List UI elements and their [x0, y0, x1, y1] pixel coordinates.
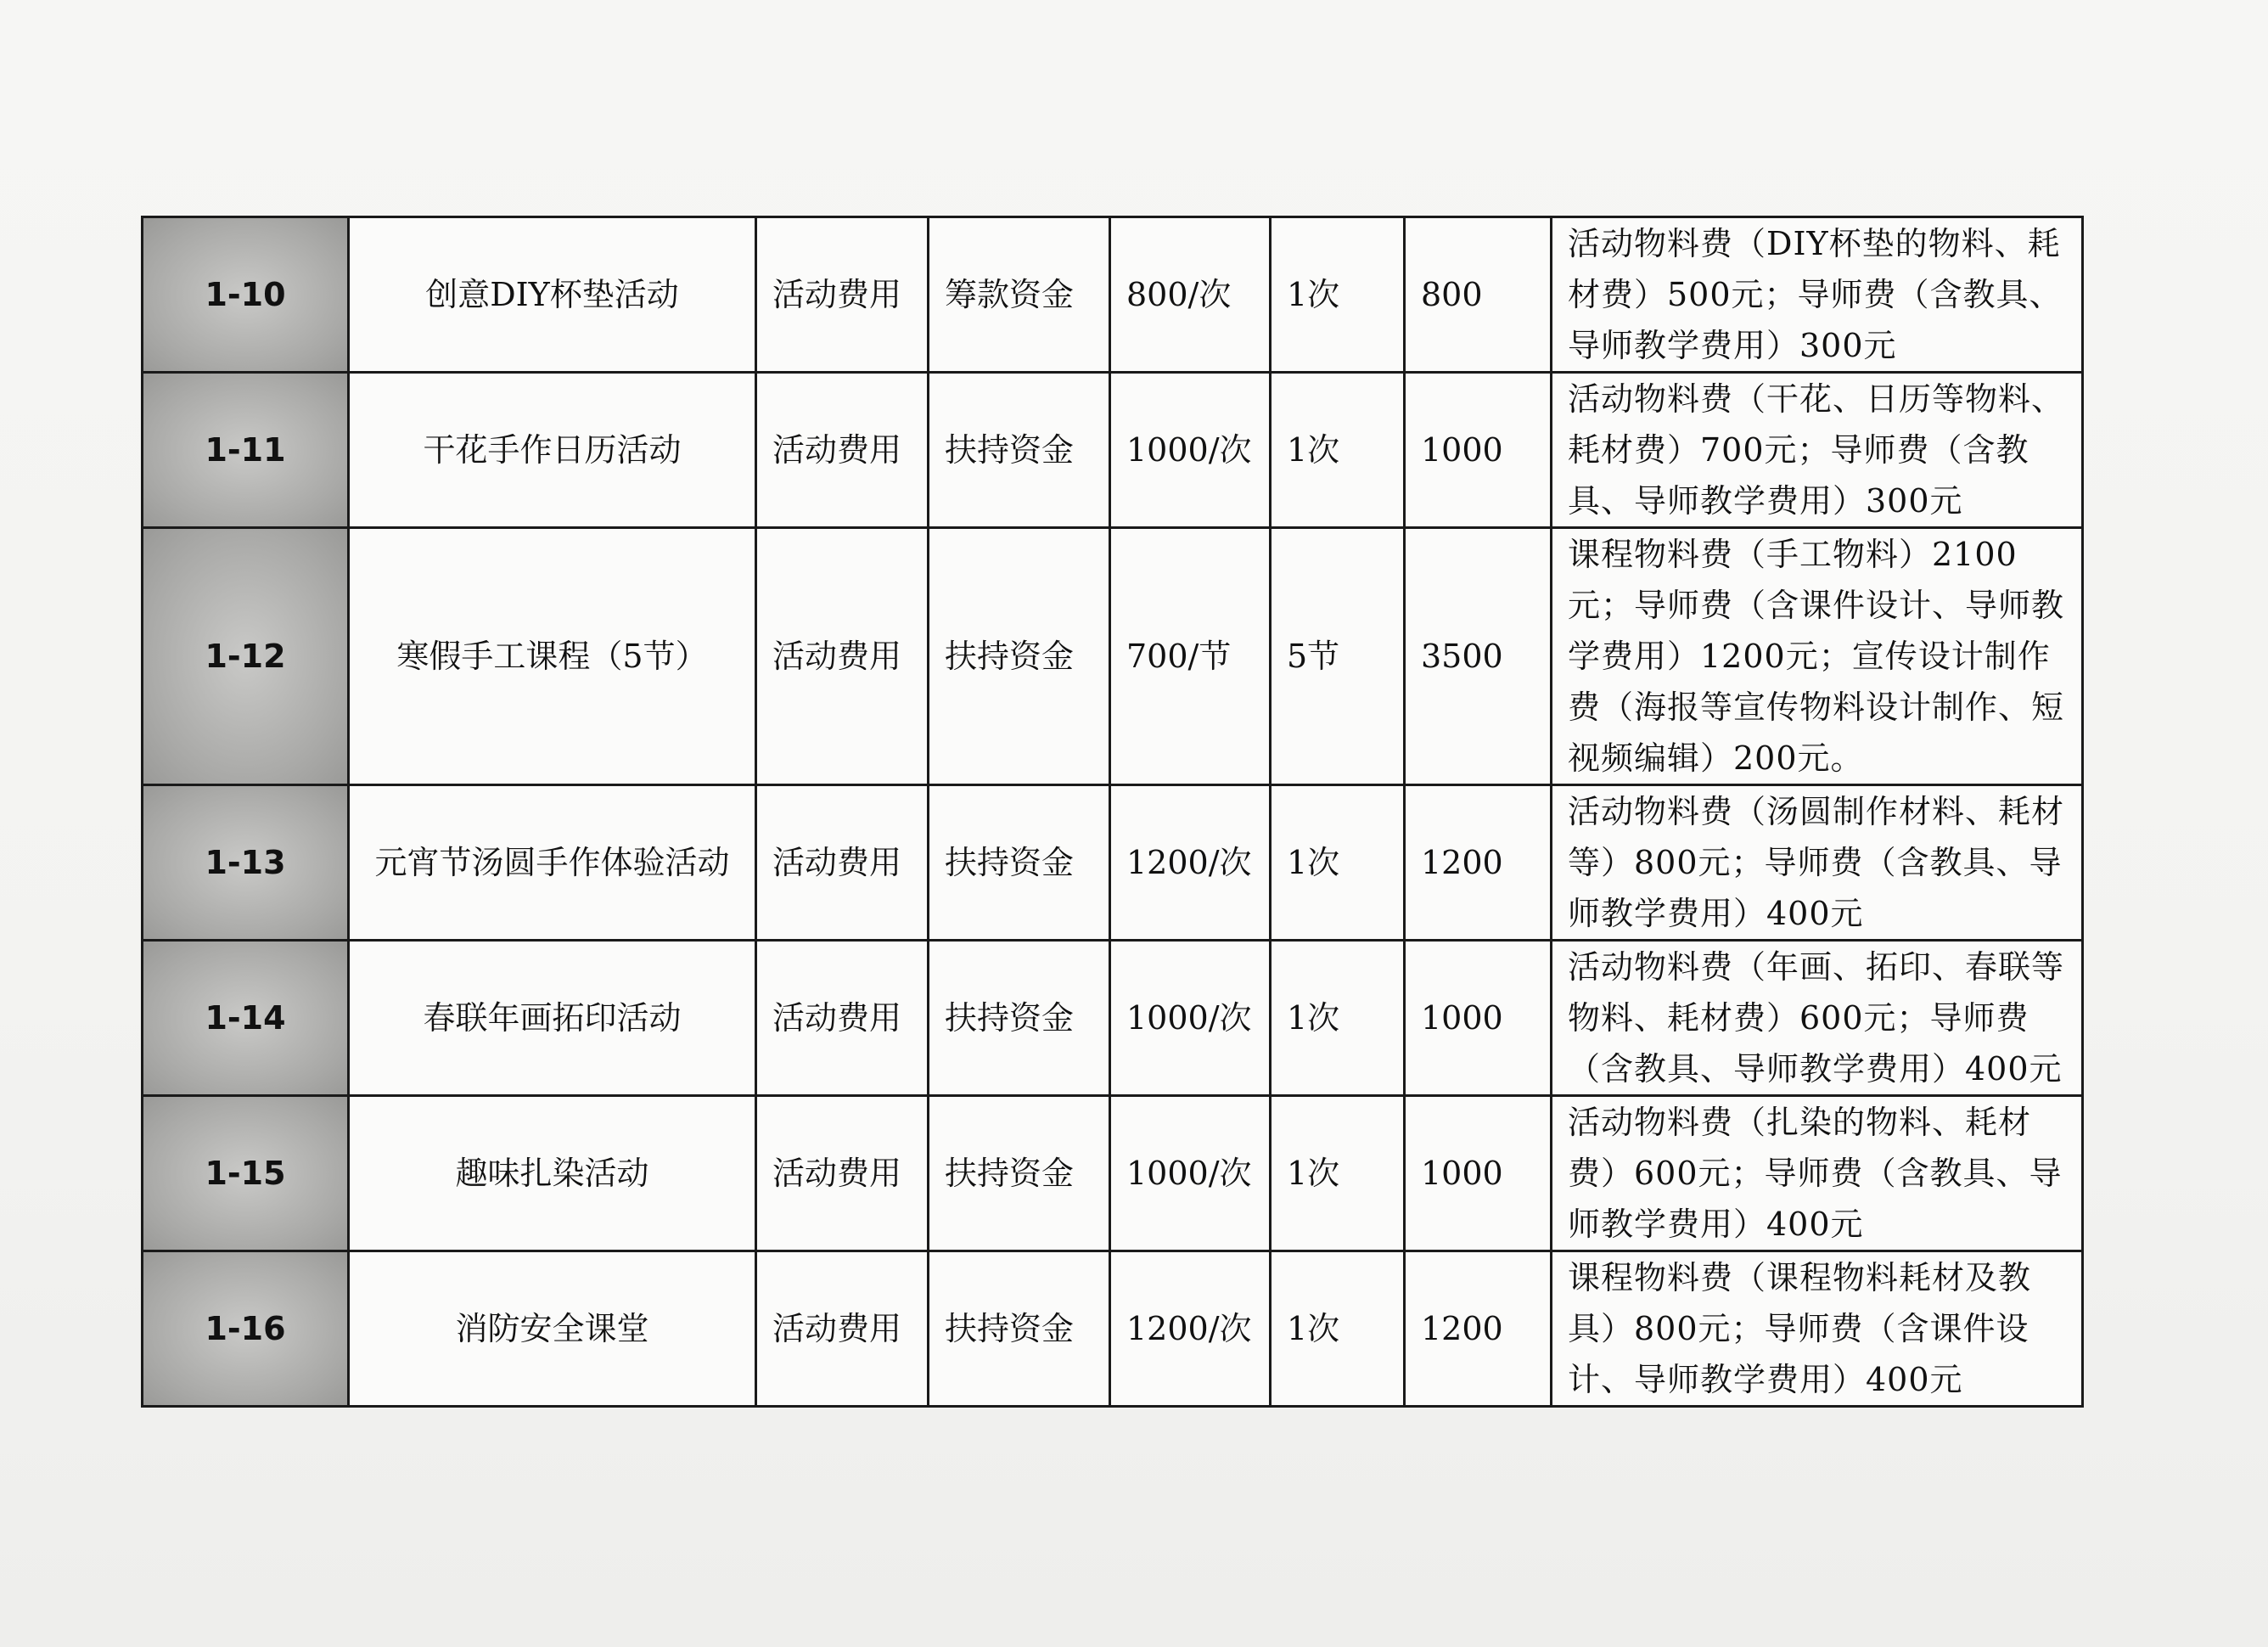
budget-table	[141, 216, 2084, 1408]
unit-price: 1000/次	[1110, 1096, 1271, 1251]
quantity: 1次	[1271, 217, 1405, 373]
cost-category: 活动费用	[756, 1251, 929, 1407]
activity-name: 消防安全课堂	[349, 1251, 756, 1407]
table-row	[143, 528, 2083, 785]
unit-price: 1200/次	[1110, 1251, 1271, 1407]
amount: 1000	[1405, 373, 1552, 528]
unit-price: 700/节	[1110, 528, 1271, 785]
activity-name: 元宵节汤圆手作体验活动	[349, 785, 756, 941]
quantity: 1次	[1271, 373, 1405, 528]
amount: 1200	[1405, 785, 1552, 941]
cost-note: 活动物料费（扎染的物料、耗材费）600元；导师费（含教具、导师教学费用）400元	[1552, 1096, 2083, 1251]
table-row	[143, 785, 2083, 941]
fund-source: 扶持资金	[929, 528, 1110, 785]
quantity: 1次	[1271, 1251, 1405, 1407]
table-row	[143, 1251, 2083, 1407]
unit-price: 800/次	[1110, 217, 1271, 373]
cost-note: 活动物料费（DIY杯垫的物料、耗材费）500元；导师费（含教具、导师教学费用）300元	[1552, 217, 2083, 373]
quantity: 1次	[1271, 941, 1405, 1096]
unit-price: 1200/次	[1110, 785, 1271, 941]
row-index: 1-10	[143, 217, 349, 373]
unit-price: 1000/次	[1110, 941, 1271, 1096]
quantity: 5节	[1271, 528, 1405, 785]
activity-name: 寒假手工课程（5节）	[349, 528, 756, 785]
quantity: 1次	[1271, 1096, 1405, 1251]
fund-source: 扶持资金	[929, 941, 1110, 1096]
row-index: 1-13	[143, 785, 349, 941]
fund-source: 扶持资金	[929, 785, 1110, 941]
amount: 1000	[1405, 1096, 1552, 1251]
amount: 3500	[1405, 528, 1552, 785]
table-row	[143, 941, 2083, 1096]
cost-category: 活动费用	[756, 217, 929, 373]
cost-category: 活动费用	[756, 528, 929, 785]
fund-source: 扶持资金	[929, 1251, 1110, 1407]
unit-price: 1000/次	[1110, 373, 1271, 528]
activity-name: 趣味扎染活动	[349, 1096, 756, 1251]
activity-name: 春联年画拓印活动	[349, 941, 756, 1096]
cost-category: 活动费用	[756, 785, 929, 941]
cost-note: 活动物料费（年画、拓印、春联等物料、耗材费）600元；导师费（含教具、导师教学费用）400元	[1552, 941, 2083, 1096]
fund-source: 扶持资金	[929, 1096, 1110, 1251]
row-index: 1-15	[143, 1096, 349, 1251]
fund-source: 扶持资金	[929, 373, 1110, 528]
cost-note: 课程物料费（手工物料）2100元；导师费（含课件设计、导师教学费用）1200元；宣传设计制作费（海报等宣传物料设计制作、短视频编辑）200元。	[1552, 528, 2083, 785]
quantity: 1次	[1271, 785, 1405, 941]
row-index: 1-16	[143, 1251, 349, 1407]
cost-note: 活动物料费（汤圆制作材料、耗材等）800元；导师费（含教具、导师教学费用）400元	[1552, 785, 2083, 941]
table-row	[143, 217, 2083, 373]
table-row	[143, 1096, 2083, 1251]
row-index: 1-12	[143, 528, 349, 785]
activity-name: 创意DIY杯垫活动	[349, 217, 756, 373]
row-index: 1-11	[143, 373, 349, 528]
table-body	[143, 217, 2083, 1407]
activity-name: 干花手作日历活动	[349, 373, 756, 528]
cost-category: 活动费用	[756, 373, 929, 528]
row-index: 1-14	[143, 941, 349, 1096]
table-row	[143, 373, 2083, 528]
amount: 1000	[1405, 941, 1552, 1096]
cost-note: 课程物料费（课程物料耗材及教具）800元；导师费（含课件设计、导师教学费用）400元	[1552, 1251, 2083, 1407]
cost-category: 活动费用	[756, 1096, 929, 1251]
amount: 1200	[1405, 1251, 1552, 1407]
cost-note: 活动物料费（干花、日历等物料、耗材费）700元；导师费（含教具、导师教学费用）300元	[1552, 373, 2083, 528]
cost-category: 活动费用	[756, 941, 929, 1096]
fund-source: 筹款资金	[929, 217, 1110, 373]
amount: 800	[1405, 217, 1552, 373]
